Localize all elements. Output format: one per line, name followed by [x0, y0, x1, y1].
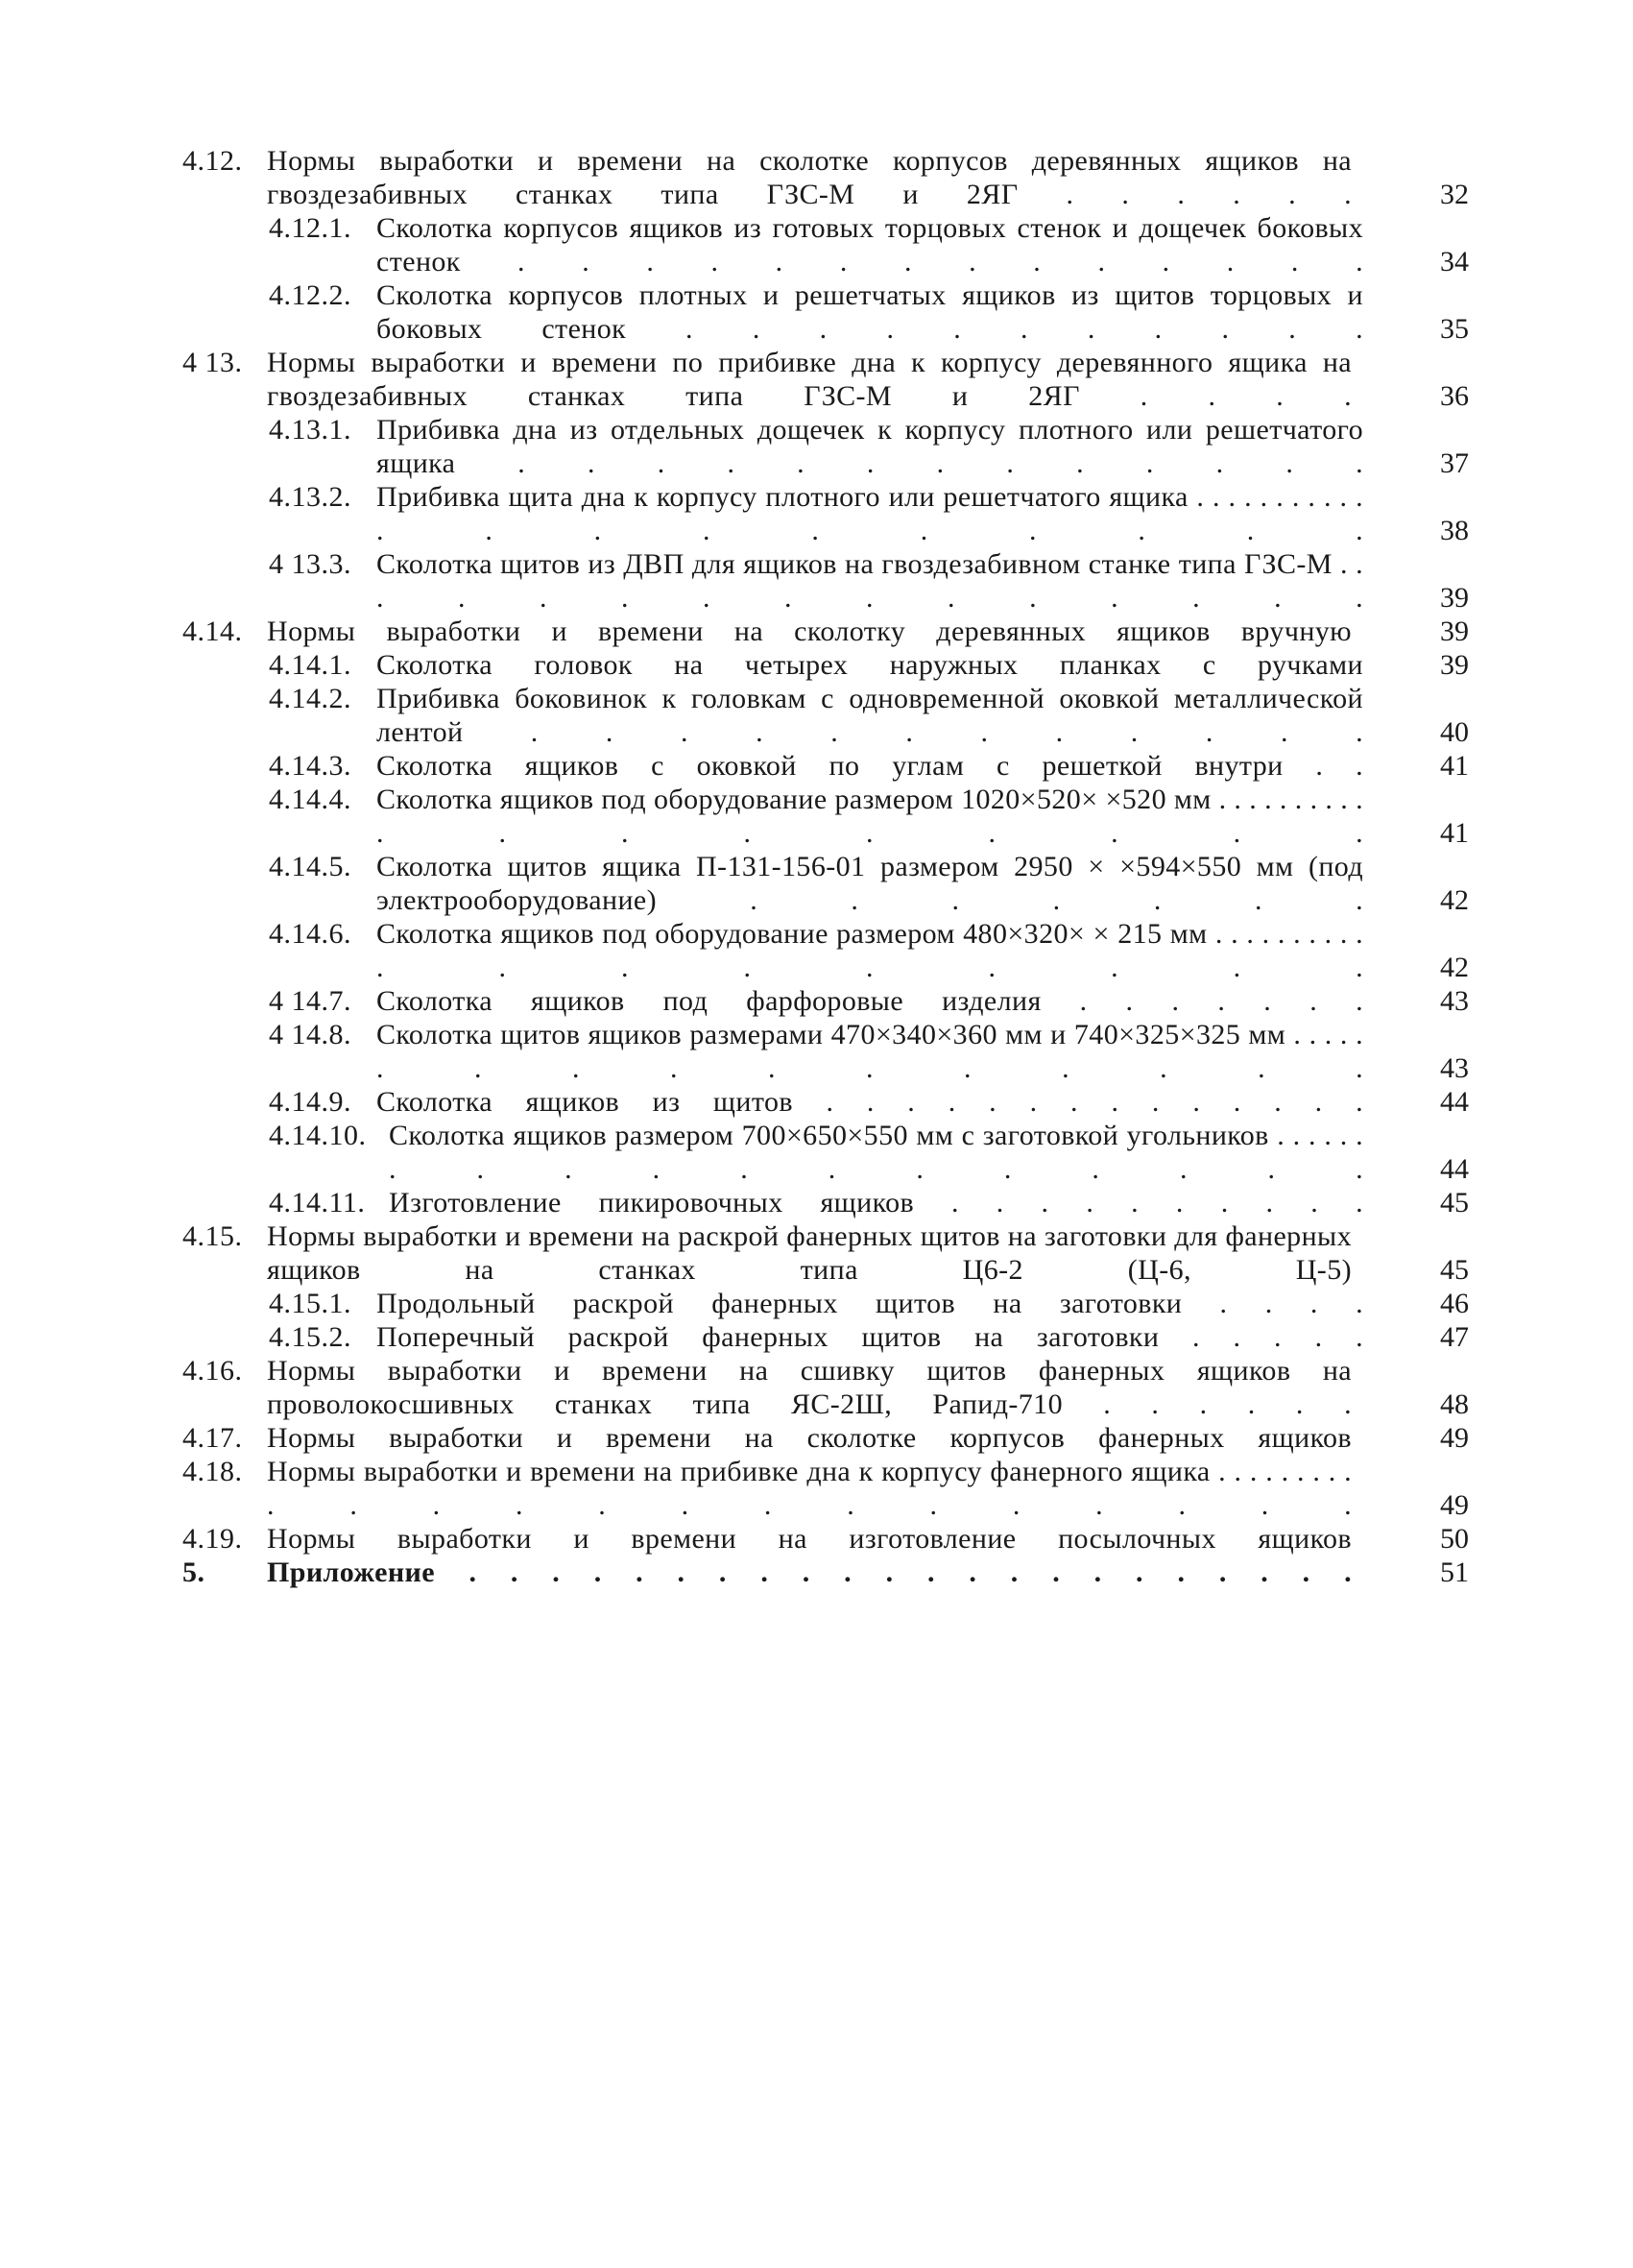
toc-entry — [182, 1320, 1469, 1354]
toc-entry-title: Нормы выработки и времени на прибивке дна к корпусу фанерного ящика . . . . . . . . . . . . . . . . . . . . . . . — [267, 1456, 1352, 1521]
toc-entry-title: Нормы выработки и времени по прибивке дна к корпусу деревянного ящика на гвоздезабивных станках типа ГЗС-М и 2ЯГ . . . . — [267, 347, 1352, 412]
toc-entry — [182, 682, 1469, 749]
toc-entry-title: Сколотка корпусов ящиков из готовых торцовых стенок и дощечек боковых стенок . . . . . . . . . . . . . . — [376, 212, 1363, 277]
toc-entry — [182, 850, 1469, 917]
toc-entry-title: Сколотка щитов из ДВП для ящиков на гвоздезабивном станке типа ГЗС-М . . . . . . . . . . . . . . . — [376, 548, 1363, 614]
toc-entry-number: 4 14.7. — [269, 985, 351, 1017]
toc-entry — [182, 1219, 1469, 1287]
toc-entry-number: 4.14.11. — [269, 1187, 366, 1218]
toc-entry-page: 48 — [1440, 1388, 1469, 1420]
toc-entry-page: 38 — [1440, 515, 1469, 546]
toc-entry-title: Сколотка ящиков с оковкой по углам с решеткой внутри . . — [376, 750, 1363, 782]
toc-entry — [182, 1018, 1469, 1085]
toc-entry — [182, 413, 1469, 480]
toc-entry-number: 4.14.1. — [269, 649, 351, 681]
toc-entry-title: Прибивка дна из отдельных дощечек к корпусу плотного или решетчатого ящика . . . . . . . . . . . . . — [376, 414, 1363, 479]
toc-entry — [182, 1186, 1469, 1219]
toc-entry-page: 47 — [1440, 1321, 1469, 1353]
toc-entry — [182, 615, 1469, 648]
toc-entry — [182, 1119, 1469, 1186]
toc-entry-number: 4.14.5. — [269, 851, 351, 882]
toc-entry-title: Приложение . . . . . . . . . . . . . . . . . . . . . . — [267, 1556, 1352, 1588]
toc-entry — [182, 984, 1469, 1018]
toc-entry — [182, 749, 1469, 783]
toc-entry-number: 4.13.1. — [269, 414, 351, 446]
toc-entry-number: 4.12.1. — [269, 212, 351, 244]
toc-entry-title: Сколотка ящиков под фарфоровые изделия . . . . . . . — [376, 985, 1363, 1017]
toc-entry-page: 44 — [1440, 1086, 1469, 1118]
toc-entry-title: Нормы выработки и времени на сколотку деревянных ящиков вручную — [267, 615, 1352, 647]
toc-entry-page: 39 — [1440, 649, 1469, 681]
toc-entry-number: 4 14.8. — [269, 1019, 351, 1050]
toc-entry-page: 37 — [1440, 447, 1469, 479]
toc-entry-page: 49 — [1440, 1422, 1469, 1454]
toc-entry-page: 44 — [1440, 1153, 1469, 1185]
toc-entry-number: 4 13.3. — [269, 548, 351, 580]
toc-entry-number: 5. — [182, 1556, 205, 1588]
toc-entry-title: Поперечный раскрой фанерных щитов на заготовки . . . . . — [376, 1321, 1363, 1353]
toc-entry-page: 49 — [1440, 1489, 1469, 1521]
toc-entry — [182, 1455, 1469, 1522]
toc-entry-page: 46 — [1440, 1288, 1469, 1319]
toc-entry-page: 34 — [1440, 246, 1469, 277]
toc-entry-number: 4.13.2. — [269, 481, 351, 513]
toc-entry — [182, 917, 1469, 984]
toc-entry-title: Сколотка ящиков размером 700×650×550 мм с заготовкой угольников . . . . . . . . . . . . . . . . . . — [389, 1120, 1363, 1185]
toc-entry-title: Сколотка корпусов плотных и решетчатых ящиков из щитов торцовых и боковых стенок . . . . . . . . . . . — [376, 279, 1363, 345]
toc-entry-title: Сколотка ящиков из щитов . . . . . . . . . . . . . . — [376, 1086, 1363, 1118]
toc-entry-page: 40 — [1440, 716, 1469, 748]
toc-entry-page: 35 — [1440, 313, 1469, 345]
toc-entry-number: 4.18. — [182, 1456, 243, 1487]
toc-entry-page: 45 — [1440, 1187, 1469, 1218]
toc-entry — [182, 346, 1469, 413]
toc-entry — [182, 1354, 1469, 1421]
toc-entry-title: Нормы выработки и времени на сколотке корпусов деревянных ящиков на гвоздезабивных станках типа ГЗС-М и 2ЯГ . . . . . . — [267, 145, 1352, 210]
toc-entry-number: 4.12. — [182, 145, 243, 177]
toc-entry-page: 41 — [1440, 750, 1469, 782]
toc-entry-title: Нормы выработки и времени на сколотке корпусов фанерных ящиков — [267, 1422, 1352, 1454]
toc-entry-page: 39 — [1440, 582, 1469, 614]
toc-entry-number: 4.15.1. — [269, 1288, 351, 1319]
toc-entry — [182, 211, 1469, 278]
toc-entry — [182, 783, 1469, 850]
toc-entry-page: 42 — [1440, 884, 1469, 916]
toc-entry-number: 4.14.3. — [269, 750, 351, 782]
toc-entry-title: Прибивка боковинок к головкам с одновременной оковкой металлической лентой . . . . . . . . . . . . — [376, 683, 1363, 748]
toc-entry-number: 4.14.6. — [269, 918, 351, 950]
toc-entry-number: 4.14.9. — [269, 1086, 351, 1118]
toc-entry-number: 4.12.2. — [269, 279, 351, 311]
toc-entry-page: 39 — [1440, 615, 1469, 647]
toc-entry-page: 43 — [1440, 985, 1469, 1017]
toc-entry — [182, 278, 1469, 346]
toc-entry — [182, 547, 1469, 615]
toc-entry-number: 4.19. — [182, 1523, 243, 1555]
toc-entry-number: 4.14.10. — [269, 1120, 367, 1151]
toc-entry-title: Сколотка щитов ящиков размерами 470×340×360 мм и 740×325×325 мм . . . . . . . . . . . . . . . . — [376, 1019, 1363, 1084]
toc-entry-number: 4.15.2. — [269, 1321, 351, 1353]
toc-entry — [182, 1287, 1469, 1320]
toc-entry-page: 42 — [1440, 952, 1469, 983]
toc-entry-page: 36 — [1440, 380, 1469, 412]
toc-entry-page: 41 — [1440, 817, 1469, 849]
toc-entry-title: Нормы выработки и времени на сшивку щитов фанерных ящиков на проволокосшивных станках типа ЯС-2Ш, Рапид-710 . . . . . . — [267, 1355, 1352, 1420]
table-of-contents — [182, 144, 1469, 1589]
toc-entry-page: 51 — [1440, 1556, 1469, 1588]
toc-entry-title: Сколотка головок на четырех наружных планках с ручками — [376, 649, 1363, 681]
toc-entry-title: Сколотка щитов ящика П-131-156-01 размером 2950 × ×594×550 мм (под электрооборудование) . . . . . . . — [376, 851, 1363, 916]
toc-entry — [182, 144, 1469, 211]
toc-entry-title: Сколотка ящиков под оборудование размером 480×320× × 215 мм . . . . . . . . . . . . . . . . . . . — [376, 918, 1363, 983]
toc-entry-title: Нормы выработки и времени на изготовление посылочных ящиков — [267, 1523, 1352, 1555]
toc-entry-title: Продольный раскрой фанерных щитов на заготовки . . . . — [376, 1288, 1363, 1319]
toc-entry-number: 4.17. — [182, 1422, 243, 1454]
toc-entry-page: 45 — [1440, 1254, 1469, 1286]
toc-entry-number: 4.14.2. — [269, 683, 351, 714]
toc-entry-title: Нормы выработки и времени на раскрой фанерных щитов на заготовки для фанерных ящиков на станках типа Ц6-2 (Ц-6, Ц-5) — [267, 1220, 1352, 1286]
toc-entry-number: 4.14. — [182, 615, 243, 647]
toc-entry-title: Изготовление пикировочных ящиков . . . . . . . . . . — [389, 1187, 1363, 1218]
toc-entry — [182, 480, 1469, 547]
toc-entry — [182, 1421, 1469, 1455]
toc-entry-page: 43 — [1440, 1052, 1469, 1084]
toc-entry-number: 4.15. — [182, 1220, 243, 1252]
toc-entry-page: 50 — [1440, 1523, 1469, 1555]
toc-entry — [182, 1085, 1469, 1119]
toc-entry-number: 4.14.4. — [269, 784, 351, 815]
toc-entry-title: Сколотка ящиков под оборудование размером 1020×520× ×520 мм . . . . . . . . . . . . . . . . . . . — [376, 784, 1363, 849]
toc-entry — [182, 648, 1469, 682]
toc-entry — [182, 1522, 1469, 1556]
toc-entry-title: Прибивка щита дна к корпусу плотного или решетчатого ящика . . . . . . . . . . . . . . . . . . . . . — [376, 481, 1363, 546]
toc-entry-number: 4 13. — [182, 347, 243, 378]
toc-entry — [182, 1556, 1469, 1589]
toc-entry-page: 32 — [1440, 179, 1469, 210]
toc-entry-number: 4.16. — [182, 1355, 243, 1387]
